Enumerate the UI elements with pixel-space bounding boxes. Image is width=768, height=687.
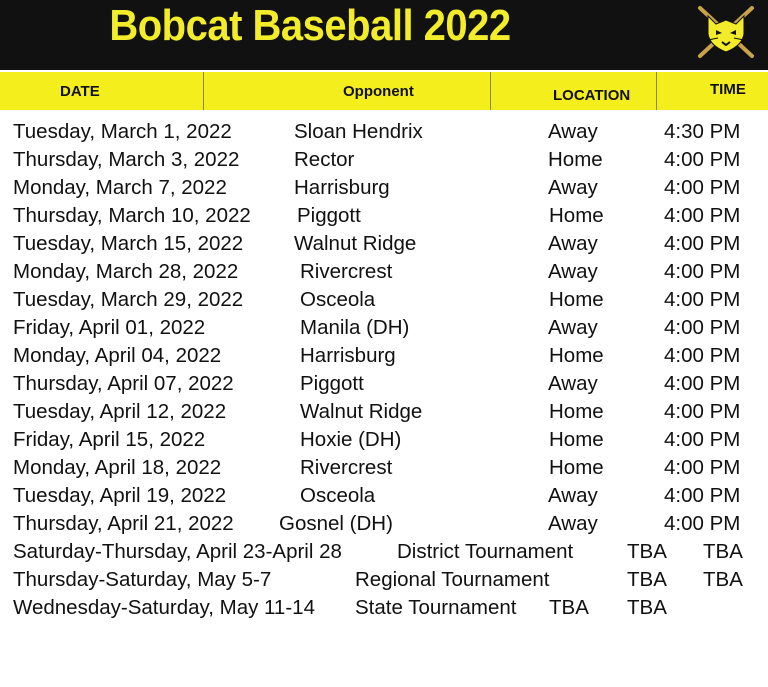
tournament-location: TBA: [627, 540, 667, 563]
game-opponent: Rector: [294, 148, 355, 171]
game-row: [0, 148, 768, 176]
tournament-time: TBA: [703, 568, 743, 591]
game-row: [0, 232, 768, 260]
game-time: 4:00 PM: [664, 512, 741, 535]
game-location: Away: [548, 512, 598, 535]
opponent-column-header: Opponent: [343, 82, 414, 100]
game-row: [0, 484, 768, 512]
tournament-name: Regional Tournament: [355, 568, 550, 591]
game-row: [0, 512, 768, 540]
game-time: 4:00 PM: [664, 484, 741, 507]
game-location: Home: [549, 288, 604, 311]
tournament-location: TBA: [627, 568, 667, 591]
bobcat-logo-icon: [694, 2, 758, 60]
tournament-dates: Saturday-Thursday, April 23-April 28: [13, 540, 342, 563]
game-location: Home: [549, 400, 604, 423]
game-opponent: Osceola: [300, 288, 376, 311]
column-divider: [656, 72, 657, 110]
game-location: Away: [548, 484, 598, 507]
game-time: 4:00 PM: [664, 344, 741, 367]
game-opponent: Gosnel (DH): [279, 512, 393, 535]
tournament-row: [0, 540, 768, 568]
title-banner: [0, 0, 768, 70]
tournament-row: [0, 596, 768, 624]
game-location: Home: [549, 204, 604, 227]
game-location: Away: [548, 372, 598, 395]
game-opponent: Walnut Ridge: [294, 232, 417, 255]
tournament-location: TBA: [549, 596, 589, 619]
game-date: Monday, March 28, 2022: [13, 260, 239, 283]
game-opponent: Osceola: [300, 484, 376, 507]
game-opponent: Rivercrest: [300, 456, 393, 479]
game-location: Away: [548, 260, 598, 283]
game-location: Home: [548, 148, 603, 171]
game-date: Tuesday, March 15, 2022: [13, 232, 244, 255]
game-row: [0, 204, 768, 232]
game-date: Monday, April 04, 2022: [13, 344, 222, 367]
game-time: 4:00 PM: [664, 204, 741, 227]
table-header-row: [0, 72, 768, 110]
game-time: 4:00 PM: [664, 428, 741, 451]
game-date: Tuesday, April 19, 2022: [13, 484, 227, 507]
game-date: Friday, April 15, 2022: [13, 428, 206, 451]
column-divider: [203, 72, 204, 110]
game-time: 4:00 PM: [664, 456, 741, 479]
game-row: [0, 400, 768, 428]
game-row: [0, 120, 768, 148]
game-time: 4:00 PM: [664, 372, 741, 395]
game-location: Home: [549, 456, 604, 479]
game-row: [0, 316, 768, 344]
game-row: [0, 372, 768, 400]
game-row: [0, 260, 768, 288]
game-date: Thursday, March 10, 2022: [13, 204, 251, 227]
game-date: Thursday, March 3, 2022: [13, 148, 240, 171]
game-date: Tuesday, March 29, 2022: [13, 288, 244, 311]
game-time: 4:00 PM: [664, 232, 741, 255]
game-location: Away: [548, 316, 598, 339]
tournament-dates: Wednesday-Saturday, May 11-14: [13, 596, 315, 619]
game-opponent: Manila (DH): [300, 316, 410, 339]
game-time: 4:00 PM: [664, 148, 741, 171]
game-opponent: Harrisburg: [294, 176, 390, 199]
tournament-name: District Tournament: [397, 540, 574, 563]
game-time: 4:00 PM: [664, 400, 741, 423]
game-time: 4:00 PM: [664, 288, 741, 311]
tournament-name: State Tournament: [355, 596, 517, 619]
time-column-header: TIME: [710, 80, 746, 98]
game-opponent: Walnut Ridge: [300, 400, 423, 423]
game-opponent: Piggott: [297, 204, 361, 227]
game-row: [0, 288, 768, 316]
page-title: Bobcat Baseball 2022: [109, 2, 511, 50]
game-opponent: Piggott: [300, 372, 364, 395]
game-time: 4:30 PM: [664, 120, 741, 143]
tournament-time: TBA: [627, 596, 667, 619]
date-column-header: DATE: [60, 82, 100, 100]
game-opponent: Rivercrest: [300, 260, 393, 283]
game-location: Home: [549, 428, 604, 451]
game-row: [0, 428, 768, 456]
game-date: Thursday, April 07, 2022: [13, 372, 234, 395]
column-divider: [490, 72, 491, 110]
game-opponent: Sloan Hendrix: [294, 120, 423, 143]
game-time: 4:00 PM: [664, 260, 741, 283]
game-location: Away: [548, 120, 598, 143]
game-row: [0, 456, 768, 484]
game-date: Monday, April 18, 2022: [13, 456, 222, 479]
game-row: [0, 344, 768, 372]
game-location: Home: [549, 344, 604, 367]
location-column-header: LOCATION: [553, 86, 631, 104]
tournament-time: TBA: [703, 540, 743, 563]
game-location: Away: [548, 176, 598, 199]
tournament-dates: Thursday-Saturday, May 5-7: [13, 568, 272, 591]
tournament-row: [0, 568, 768, 596]
game-time: 4:00 PM: [664, 176, 741, 199]
game-opponent: Hoxie (DH): [300, 428, 402, 451]
game-date: Tuesday, March 1, 2022: [13, 120, 232, 143]
game-date: Tuesday, April 12, 2022: [13, 400, 227, 423]
game-row: [0, 176, 768, 204]
game-date: Thursday, April 21, 2022: [13, 512, 234, 535]
game-date: Friday, April 01, 2022: [13, 316, 206, 339]
game-date: Monday, March 7, 2022: [13, 176, 227, 199]
game-time: 4:00 PM: [664, 316, 741, 339]
game-opponent: Harrisburg: [300, 344, 396, 367]
game-location: Away: [548, 232, 598, 255]
